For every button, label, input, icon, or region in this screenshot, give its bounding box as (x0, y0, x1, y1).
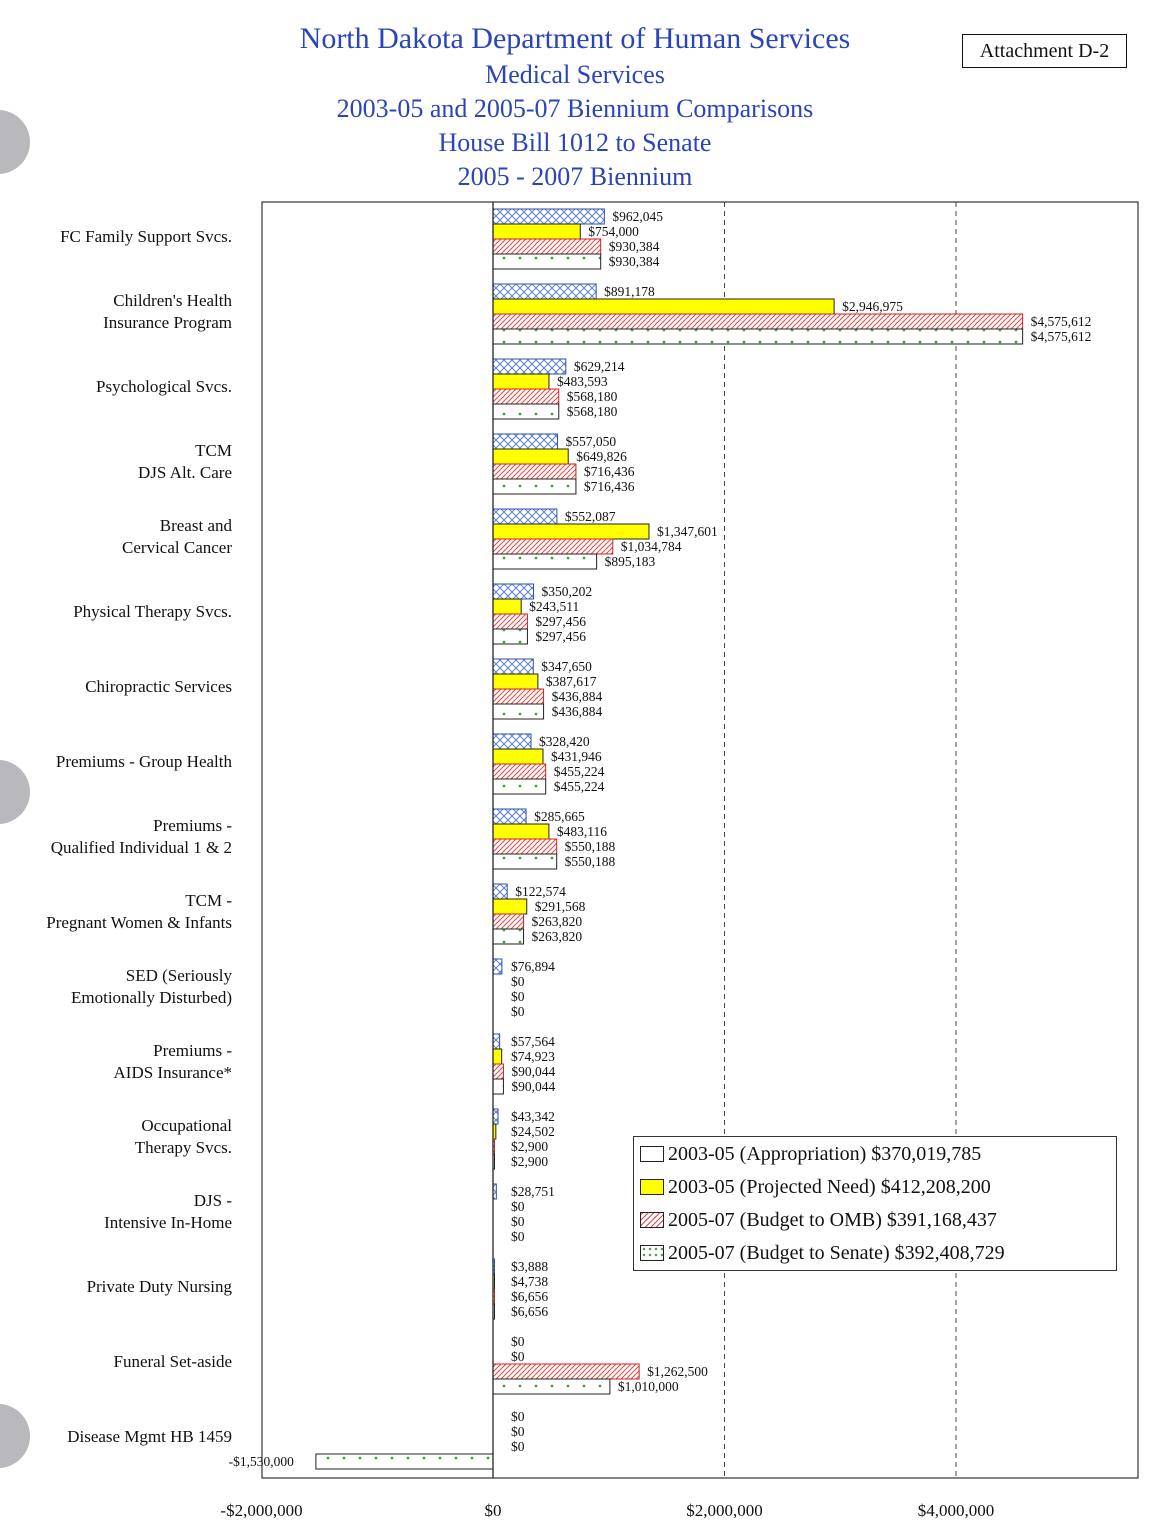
value-label: $1,034,784 (620, 539, 682, 554)
category-label: Occupational Therapy Svcs. (134, 1116, 232, 1157)
category-label: TCM - Pregnant Women & Infants (46, 891, 232, 932)
legend-item-appropriation (640, 1141, 981, 1167)
value-label: $716,436 (583, 464, 635, 479)
bar-series-3 (316, 1454, 493, 1469)
value-label: $930,384 (608, 239, 660, 254)
value-label: $0 (511, 1349, 525, 1364)
category-label: Breast and Cervical Cancer (122, 516, 232, 557)
category-label: Funeral Set-aside (113, 1352, 232, 1371)
bar-series-0 (493, 209, 604, 224)
legend-label: 2003-05 (Projected Need) $412,208,200 (668, 1175, 991, 1198)
value-label: $2,900 (511, 1139, 549, 1154)
value-label: $0 (511, 1004, 525, 1019)
category-label: DJS - Intensive In-Home (104, 1191, 232, 1232)
bar-series-0 (493, 734, 531, 749)
value-label: $43,342 (511, 1109, 555, 1124)
value-label: $285,665 (534, 809, 585, 824)
value-label: -$1,530,000 (228, 1454, 294, 1469)
x-tick-label: $0 (484, 1501, 502, 1520)
x-tick-label: $4,000,000 (917, 1501, 995, 1520)
legend-item-budget-omb (640, 1207, 997, 1233)
attachment-label: Attachment D-2 (962, 34, 1127, 68)
bar-series-2 (493, 764, 546, 779)
category-label: Physical Therapy Svcs. (73, 602, 232, 621)
legend-item-budget-senate (640, 1240, 1005, 1266)
value-label: $76,894 (511, 959, 555, 974)
bar-series-0 (493, 959, 502, 974)
bar-series-2 (493, 314, 1023, 329)
value-label: $455,224 (553, 764, 605, 779)
bar-series-1 (493, 224, 580, 239)
category-label: Premiums - AIDS Insurance* (113, 1041, 232, 1082)
legend-swatch-icon (640, 1146, 664, 1162)
category-label: Psychological Svcs. (96, 377, 232, 396)
value-label: $431,946 (550, 749, 602, 764)
value-label: $483,116 (556, 824, 608, 839)
value-label: $568,180 (566, 389, 618, 404)
bar-series-0 (493, 884, 507, 899)
bar-series-2 (493, 464, 576, 479)
bar-series-3 (493, 854, 557, 869)
chart-legend (633, 1136, 1117, 1271)
value-label: $455,224 (553, 779, 605, 794)
bar-series-0 (493, 809, 526, 824)
value-label: $90,044 (511, 1064, 556, 1079)
subtitle-comparison: 2003-05 and 2005-07 Biennium Comparisons (336, 94, 814, 123)
value-label: $243,511 (529, 599, 580, 614)
bar-series-1 (493, 299, 834, 314)
bar-series-1 (493, 374, 549, 389)
bar-series-0 (493, 659, 533, 674)
value-label: $297,456 (535, 614, 587, 629)
value-label: $6,656 (511, 1304, 549, 1319)
value-label: $4,575,612 (1030, 329, 1092, 344)
legend-item-projected-need (640, 1174, 991, 1200)
value-label: $1,010,000 (617, 1379, 679, 1394)
bar-series-1 (493, 524, 649, 539)
bar-series-1 (493, 599, 521, 614)
value-label: $552,087 (564, 509, 616, 524)
category-label: Children's Health Insurance Program (103, 291, 232, 332)
value-label: $6,656 (511, 1289, 549, 1304)
value-label: $895,183 (604, 554, 656, 569)
bar-series-0 (493, 434, 557, 449)
category-label: FC Family Support Svcs. (60, 227, 232, 246)
value-label: $0 (511, 1439, 525, 1454)
x-tick-label: $2,000,000 (686, 1501, 763, 1520)
value-label: $483,593 (556, 374, 608, 389)
legend-swatch-icon (640, 1245, 664, 1261)
bar-series-3 (493, 254, 601, 269)
value-label: $122,574 (515, 884, 566, 899)
bar-series-2 (493, 389, 559, 404)
value-label: $57,564 (511, 1034, 555, 1049)
bar-series-3 (493, 1379, 610, 1394)
bar-series-3 (493, 929, 524, 944)
value-label: $557,050 (565, 434, 617, 449)
category-label: Premiums - Qualified Individual 1 & 2 (50, 816, 232, 857)
bar-series-1 (493, 449, 568, 464)
value-label: $328,420 (539, 734, 590, 749)
value-label: $962,045 (612, 209, 663, 224)
bar-series-3 (493, 404, 559, 419)
value-label: $347,650 (541, 659, 592, 674)
bar-series-3 (493, 629, 527, 644)
value-label: $2,900 (511, 1154, 549, 1169)
bar-series-2 (493, 614, 527, 629)
value-label: $263,820 (531, 929, 583, 944)
value-label: $1,262,500 (647, 1364, 708, 1379)
value-label: $568,180 (566, 404, 618, 419)
bar-series-0 (493, 1109, 498, 1124)
value-label: $297,456 (535, 629, 587, 644)
bar-series-3 (493, 1079, 503, 1094)
value-label: $754,000 (588, 224, 639, 239)
bar-series-0 (493, 509, 557, 524)
bar-series-1 (493, 749, 543, 764)
value-label: $0 (511, 1214, 525, 1229)
bar-series-2 (493, 689, 544, 704)
subtitle-section: Medical Services (485, 60, 665, 89)
bar-series-2 (493, 539, 613, 554)
bar-series-2 (493, 239, 601, 254)
subtitle-biennium: 2005 - 2007 Biennium (457, 162, 693, 191)
value-label: $436,884 (551, 689, 603, 704)
value-label: $263,820 (531, 914, 583, 929)
value-label: $629,214 (573, 359, 625, 374)
value-label: $291,568 (534, 899, 586, 914)
category-label: Premiums - Group Health (55, 752, 232, 771)
category-label: Private Duty Nursing (86, 1277, 232, 1296)
value-label: $0 (511, 1424, 525, 1439)
value-label: $4,738 (511, 1274, 549, 1289)
value-label: $550,188 (564, 839, 616, 854)
value-label: $3,888 (511, 1259, 549, 1274)
bar-series-3 (493, 479, 576, 494)
bar-series-0 (493, 359, 566, 374)
bar-series-0 (493, 584, 534, 599)
value-label: $2,946,975 (842, 299, 903, 314)
bar-series-0 (493, 284, 596, 299)
category-label: Chiropractic Services (85, 677, 232, 696)
value-label: $74,923 (511, 1049, 555, 1064)
bar-series-2 (493, 839, 557, 854)
value-label: $436,884 (551, 704, 603, 719)
value-label: $90,044 (511, 1079, 556, 1094)
category-label: TCM DJS Alt. Care (138, 441, 232, 482)
bar-series-3 (493, 554, 597, 569)
category-label: Disease Mgmt HB 1459 (67, 1427, 232, 1446)
value-label: $716,436 (583, 479, 635, 494)
value-label: $387,617 (545, 674, 597, 689)
plot-frame (262, 202, 1138, 1478)
value-label: $0 (511, 1409, 525, 1424)
value-label: $24,502 (511, 1124, 555, 1139)
bar-series-3 (493, 704, 544, 719)
value-label: $1,347,601 (656, 524, 718, 539)
bar-series-1 (493, 1049, 502, 1064)
value-label: $350,202 (541, 584, 593, 599)
category-label: SED (Seriously Emotionally Disturbed) (70, 966, 232, 1007)
value-label: $649,826 (576, 449, 627, 464)
legend-label: 2003-05 (Appropriation) $370,019,785 (668, 1142, 982, 1165)
x-tick-label: -$2,000,000 (220, 1501, 303, 1520)
bar-series-2 (493, 1064, 503, 1079)
value-label: $930,384 (608, 254, 660, 269)
legend-label: 2005-07 (Budget to OMB) $391,168,437 (668, 1208, 997, 1231)
value-label: $28,751 (511, 1184, 555, 1199)
value-label: $0 (511, 989, 525, 1004)
page-title: North Dakota Department of Human Services (299, 22, 851, 55)
legend-swatch-icon (640, 1212, 664, 1228)
bar-series-2 (493, 1364, 639, 1379)
legend-swatch-icon (640, 1179, 664, 1195)
bar-series-2 (493, 914, 524, 929)
bar-series-1 (493, 674, 538, 689)
bar-series-1 (493, 899, 527, 914)
value-label: $4,575,612 (1030, 314, 1092, 329)
bar-series-3 (493, 329, 1023, 344)
bar-series-1 (493, 824, 549, 839)
value-label: $0 (511, 1199, 525, 1214)
value-label: $0 (511, 1334, 525, 1349)
value-label: $0 (511, 974, 525, 989)
legend-label: 2005-07 (Budget to Senate) $392,408,729 (668, 1241, 1005, 1264)
value-label: $0 (511, 1229, 525, 1244)
value-label: $891,178 (604, 284, 655, 299)
bar-series-0 (493, 1034, 500, 1049)
bar-series-3 (493, 779, 546, 794)
value-label: $550,188 (564, 854, 616, 869)
subtitle-bill: House Bill 1012 to Senate (438, 128, 712, 157)
